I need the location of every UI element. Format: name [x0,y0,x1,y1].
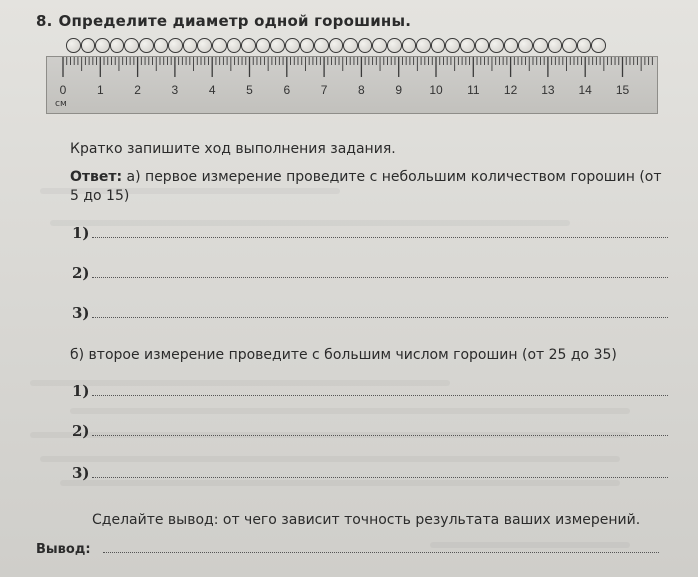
answer-line-a1[interactable] [72,222,668,242]
pea [548,38,563,53]
ruler-tick-label: 6 [283,83,291,97]
line-number: 1) [72,382,90,400]
pea [110,38,125,53]
pea [416,38,431,53]
answer-label: Ответ: [70,169,123,185]
pea [489,38,504,53]
pea [154,38,169,53]
ruler-tick-label: 3 [171,83,179,97]
line-number: 2) [72,264,90,282]
line-number: 2) [72,422,90,440]
pea [533,38,548,53]
line-number: 3) [72,304,90,322]
question-title [36,12,411,30]
ruler-tick-label: 14 [578,83,592,97]
pea [300,38,315,53]
part-a-text: а) первое измерение проведите с небольшим количеством горошин (от 5 до 15) [70,169,662,204]
pea [518,38,533,53]
pea [285,38,300,53]
pea [577,38,592,53]
question-number: 8. [36,12,53,30]
pea [197,38,212,53]
ruler-tick-label: 13 [541,83,555,97]
pea [95,38,110,53]
pea-row [66,38,606,56]
pea [227,38,242,53]
ruler-tick-label: 15 [615,83,630,97]
pea [241,38,256,53]
pea [445,38,460,53]
blank-line[interactable] [92,477,668,478]
answer-part-a [70,168,670,206]
blank-line[interactable] [92,395,668,396]
blank-line[interactable] [103,552,659,553]
ruler-tick-label: 10 [429,83,443,97]
pea [372,38,387,53]
pea [475,38,490,53]
blank-line[interactable] [92,317,668,318]
answer-line-a2[interactable] [72,262,668,282]
pea [431,38,446,53]
pea [562,38,577,53]
ruler-tick-label: 0 [59,83,67,97]
pea [591,38,606,53]
pea [343,38,358,53]
instruction-text: Кратко запишите ход выполнения задания. [70,141,396,157]
pea [270,38,285,53]
ruler-tick-label: 8 [358,83,365,97]
pea [81,38,96,53]
pea [124,38,139,53]
pea [402,38,417,53]
conclusion-label: Вывод: [36,542,91,557]
ruler-unit-label: см [55,99,67,109]
pea [387,38,402,53]
pea [314,38,329,53]
ruler-tick-label: 7 [320,83,328,97]
answer-line-a3[interactable] [72,302,668,322]
ruler-tick-label: 5 [246,83,253,97]
answer-line-b3[interactable] [72,462,668,482]
blank-line[interactable] [92,277,668,278]
pea [168,38,183,53]
conclusion-prompt: Сделайте вывод: от чего зависит точность результата ваших измерений. [92,512,641,528]
ruler-tick-label: 11 [467,83,480,97]
ruler-tick-label: 9 [395,83,403,97]
line-number: 3) [72,464,90,482]
ruler-tick-label: 4 [208,83,216,97]
pea [139,38,154,53]
ruler-tick-label: 12 [503,83,518,97]
pea [504,38,519,53]
ruler-tick-label: 2 [134,83,141,97]
pea [212,38,227,53]
blank-line[interactable] [92,435,668,436]
pea [460,38,475,53]
answer-line-b1[interactable] [72,380,668,400]
pea [183,38,198,53]
part-b-text: б) второе измерение проведите с большим числом горошин (от 25 до 35) [70,347,617,363]
answer-line-b2[interactable] [72,420,668,440]
pea [66,38,81,53]
pea [256,38,271,53]
pea [358,38,373,53]
ruler [46,56,658,114]
line-number: 1) [72,224,90,242]
pea [329,38,344,53]
blank-line[interactable] [92,237,668,238]
conclusion-line[interactable] [36,542,659,557]
ruler-tick-label: 1 [96,83,104,97]
question-text: Определите диаметр одной горошины. [58,12,412,30]
